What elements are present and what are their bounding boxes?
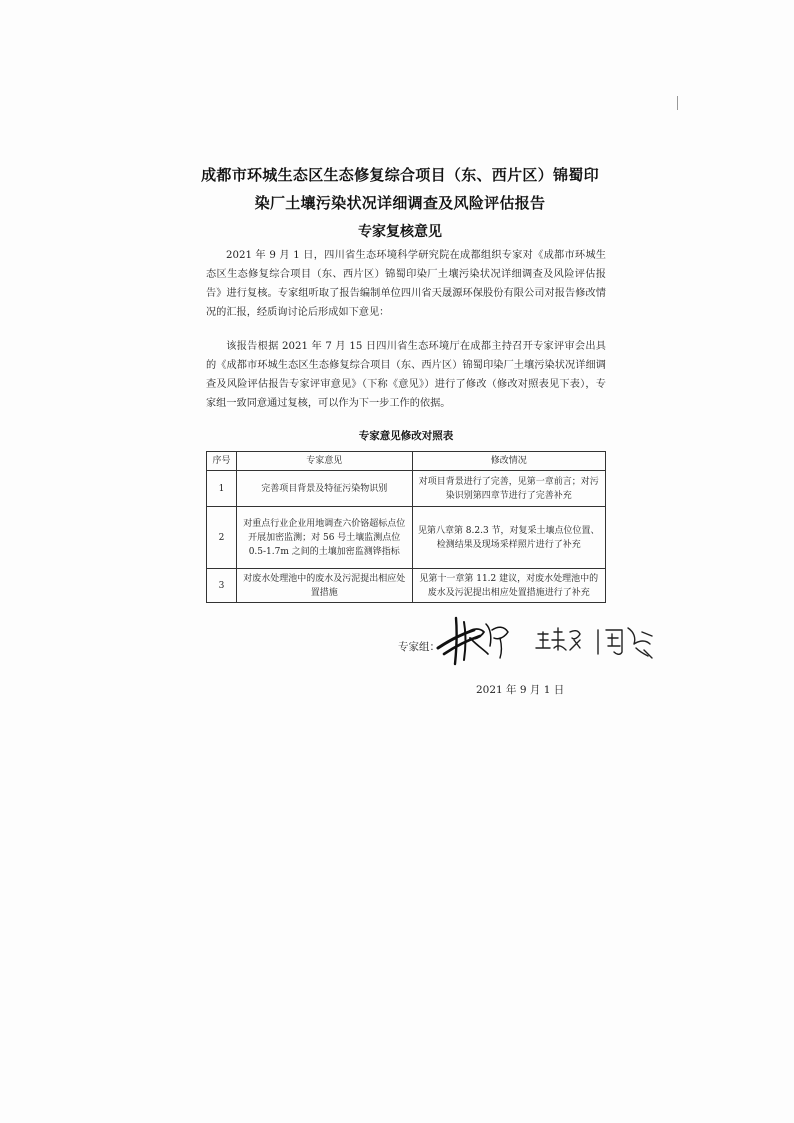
row-revision: 对项目背景进行了完善，见第一章前言；对污染识别第四章节进行了完善补充: [412, 471, 606, 507]
scan-edge-mark: [677, 96, 678, 110]
signature-label: 专家组：: [398, 641, 440, 653]
row-revision: 见第八章第 8.2.3 节，对复采土壤点位位置、检测结果及现场采样照片进行了补充: [412, 507, 606, 569]
table-title: 专家意见修改对照表: [358, 430, 454, 442]
report-title-line1: 成都市环城生态区生态修复综合项目（东、西片区）锦蜀印: [201, 166, 599, 184]
signature-date: 2021 年 9 月 1 日: [476, 684, 565, 696]
report-subtitle: 专家复核意见: [358, 224, 442, 240]
row-index: 3: [207, 569, 237, 603]
paragraph-review-intro: [206, 246, 606, 322]
handwritten-signatures: [430, 610, 670, 670]
table-row: [207, 507, 606, 569]
paragraph-review-conclusion: [206, 337, 606, 413]
signature-2: [536, 628, 580, 650]
table-row: [207, 471, 606, 507]
signature-3: [598, 628, 652, 658]
report-title-line2: 染厂土壤污染状况详细调查及风险评估报告: [254, 194, 546, 212]
revision-table: [206, 451, 606, 603]
row-opinion: 完善项目背景及特征污染物识别: [236, 471, 412, 507]
paragraph-review-conclusion-text: 该报告根据 2021 年 7 月 15 日四川省生态环境厅在成都主持召开专家评审会出具的《成都市环城生态区生态修复综合项目（东、西片区）锦蜀印染厂土壤污染状况详细调查及风险评估报告专家评审意见》（下称《意见》）进行了修改（修改对照表见下表），专家组一致同意通过复核，可以作为下一步工作的依据。: [206, 341, 606, 409]
row-opinion: 对废水处理池中的废水及污泥提出相应处置措施: [236, 569, 412, 603]
paragraph-review-intro-text: 2021 年 9 月 1 日，四川省生态环境科学研究院在成都组织专家对《成都市环城生态区生态修复综合项目（东、西片区）锦蜀印染厂土壤污染状况详细调查及风险评估报告》进行复核。专家组听取了报告编制单位四川省天晟源环保股份有限公司对报告修改情况的汇报，经质询讨论后形成如下意见：: [206, 250, 606, 318]
row-index: 2: [207, 507, 237, 569]
header-expert-opinion: 专家意见: [236, 452, 412, 471]
row-index: 1: [207, 471, 237, 507]
signature-1: [438, 618, 508, 664]
row-opinion: 对重点行业企业用地调查六价铬超标点位开展加密监测；对 56 号土壤监测点位 0.5-1.7m 之间的土壤加密监测铧指标: [236, 507, 412, 569]
table-row: [207, 569, 606, 603]
header-revision: 修改情况: [412, 452, 606, 471]
table-header-row: [207, 452, 606, 471]
row-revision: 见第十一章第 11.2 建议，对废水处理池中的废水及污泥提出相应处置措施进行了补充: [412, 569, 606, 603]
header-index: 序号: [207, 452, 237, 471]
